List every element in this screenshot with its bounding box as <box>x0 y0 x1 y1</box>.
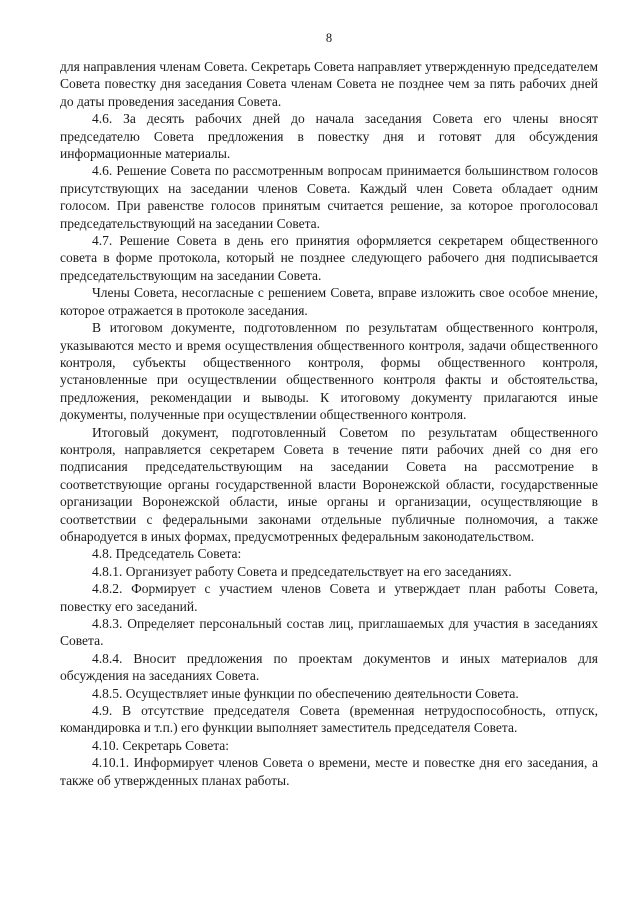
paragraph: 4.8.3. Определяет персональный состав лиц, приглашаемых для участия в заседаниях Совета. <box>60 616 598 649</box>
paragraph: 4.6. За десять рабочих дней до начала заседания Совета его члены вносят председателю Совета предложения в повестку дня и готовят для обсуждения информационные материалы. <box>60 111 598 162</box>
page-number: 8 <box>325 31 333 45</box>
document-body <box>60 58 598 789</box>
paragraph: 4.8.4. Вносит предложения по проектам документов и иных материалов для обсуждения на заседаниях Совета. <box>60 650 598 684</box>
paragraph: В итоговом документе, подготовленном по результатам общественного контроля, указываются место и время осуществления общественного контроля, задачи общественного контроля, субъекты общественного контроля, формы общественного контроля, установленные при осуществлении общественного контроля факты и обстоятельства, предложения, рекомендации и выводы. К итоговому документу прилагаются иные документы, полученные при осуществлении общественного контроля. <box>60 320 598 423</box>
paragraph: Итоговый документ, подготовленный Советом по результатам общественного контроля, направляется секретарем Совета в течение пяти рабочих дней со дня его подписания председательствующим на заседании Совета на рассмотрение в соответствующие органы государственной власти Воронежской области, государственные организации Воронежской области, иные органы и организации, осуществляющие в соответствии с федеральными законами отдельные публичные полномочия, а также обнародуется в иных формах, предусмотренных федеральным законодательством. <box>60 424 598 544</box>
section-heading: 4.10. Секретарь Совета: <box>92 737 230 753</box>
paragraph: 4.6. Решение Совета по рассмотренным вопросам принимается большинством голосов присутствующих на заседании членов Совета. Каждый член Совета обладает одним голосом. При равенстве голосов принятым считается решение, за которое проголосовал председательствующий на заседании Совета. <box>60 163 598 231</box>
paragraph: для направления членам Совета. Секретарь Совета направляет утвержденную председателем Совета повестку дня заседания Совета членам Совета не позднее чем за пять рабочих дней до даты проведения заседания Совета. <box>60 59 598 109</box>
paragraph: 4.9. В отсутствие председателя Совета (временная нетрудоспособность, отпуск, командировка и т.п.) его функции выполняет заместитель председателя Совета. <box>60 703 598 736</box>
paragraph: Члены Совета, несогласные с решением Совета, вправе изложить свое особое мнение, которое отражается в протоколе заседания. <box>60 285 598 318</box>
section-heading: 4.8. Председатель Совета: <box>92 546 242 562</box>
paragraph: 4.7. Решение Совета в день его принятия оформляется секретарем общественного совета в форме протокола, который не позднее следующего рабочего дня подписывается председательствующим на заседании Совета. <box>60 233 598 283</box>
paragraph: 4.8.1. Организует работу Совета и председательствует на его заседаниях. <box>92 563 512 579</box>
paragraph: 4.10.1. Информирует членов Совета о времени, месте и повестке дня его заседания, а также об утвержденных планах работы. <box>60 755 598 788</box>
paragraph: 4.8.2. Формирует с участием членов Совета и утверждает план работы Совета, повестку его заседаний. <box>60 581 598 614</box>
paragraph: 4.8.5. Осуществляет иные функции по обеспечению деятельности Совета. <box>92 685 519 701</box>
